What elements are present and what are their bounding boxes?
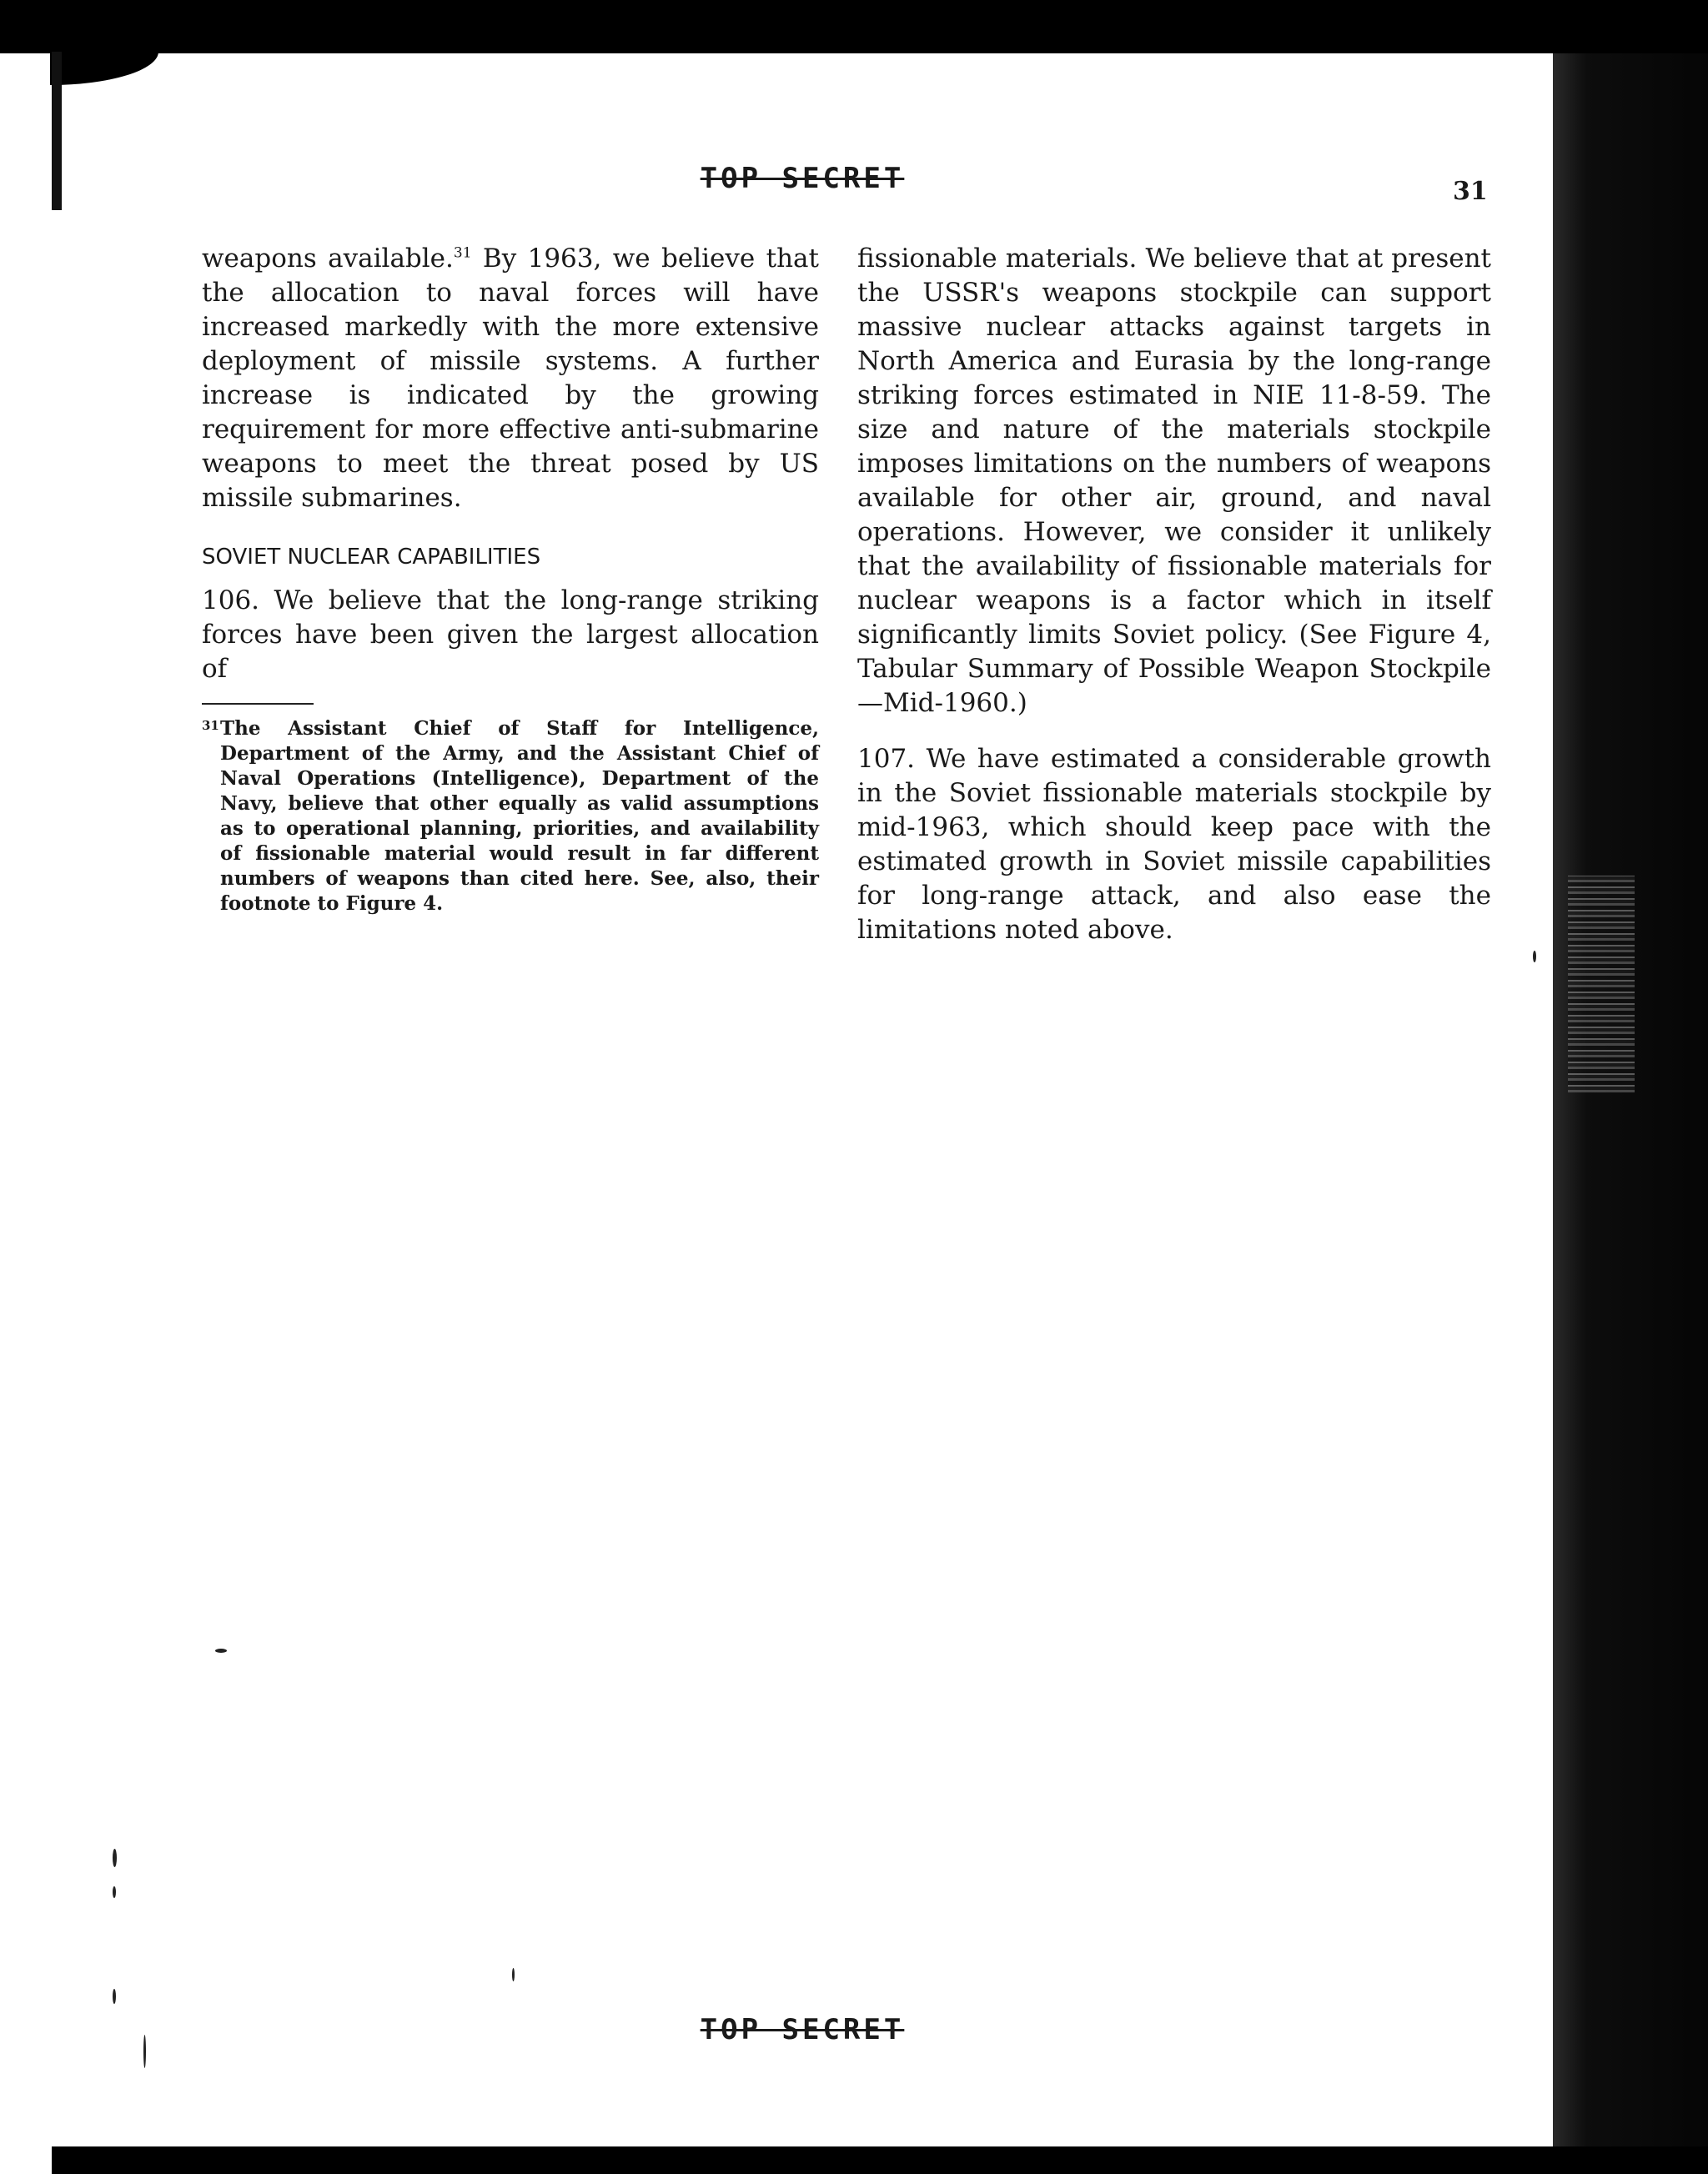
classification-footer: TOP SECRET [700, 2013, 905, 2046]
scan-speck [215, 1649, 227, 1653]
document-page [52, 53, 1553, 2146]
scan-margin-left [0, 53, 52, 2174]
paragraph-106: 106. We believe that the long-range striking forces have been given the largest allocation of [202, 585, 819, 684]
scan-border-right [1553, 53, 1708, 2174]
scan-speck [113, 1849, 117, 1867]
paragraph-text: weapons available. [202, 244, 454, 274]
scan-border-bottom [52, 2146, 1708, 2174]
scan-noise [1568, 876, 1635, 1092]
right-column [857, 242, 1491, 947]
paragraph-106-continued: fissionable materials. We believe that at present the USSR's weapons stockpile can support massive nuclear attacks against targets in North America and Eurasia by the long-range striking forces estimated in NIE 11-8-59. The size and nature of the materials stockpile imposes limitations on the numbers of weapons available for other air, ground, and naval operations. However, we consider it unlikely that the availability of fissionable materials for nuclear weapons is a factor which in itself significantly limits Soviet policy. (See Figure 4, Tabular Summary of Possible Weapon Stockpile—Mid-1960.) [857, 244, 1491, 718]
footnote [202, 716, 819, 916]
paragraph-continuation [202, 242, 819, 515]
paragraph-107: 107. We have estimated a considerable growth in the Soviet fissionable materials stockpile by mid-1963, which should keep pace with the estimated growth in Soviet missile capabilities for long-range attack, and also ease the limitations noted above. [857, 744, 1491, 945]
footnote-text: The Assistant Chief of Staff for Intelligence, Department of the Army, and the Assistant Chief of Naval Operations (Intelligence), Department of the Navy, believe that other equally as valid assumptions as to operational planning, priorities, and availability of fissionable material would result in far different numbers of weapons than cited here. See, also, their footnote to Figure 4. [220, 717, 819, 915]
scan-border-top [0, 0, 1708, 53]
footnote-marker: 31 [202, 718, 219, 733]
left-column [202, 242, 819, 916]
scan-speck [113, 1989, 116, 2004]
scan-speck [1533, 951, 1536, 962]
footnote-rule [202, 703, 314, 705]
scan-speck [143, 2035, 146, 2068]
paragraph-text: By 1963, we believe that the allocation to naval forces will have increased markedly with the more extensive deployment of missile systems. A further increase is indicated by the growing requirement for more effective anti-submarine weapons to meet the threat posed by US missile submarines. [202, 244, 819, 513]
scan-speck [512, 1968, 515, 1981]
paragraph-gap [857, 720, 1491, 742]
section-heading: SOVIET NUCLEAR CAPABILITIES [202, 545, 541, 570]
page-number: 31 [1453, 177, 1488, 206]
classification-header: TOP SECRET [700, 162, 905, 195]
footnote-reference: 31 [453, 244, 472, 262]
scan-speck [113, 1886, 116, 1898]
